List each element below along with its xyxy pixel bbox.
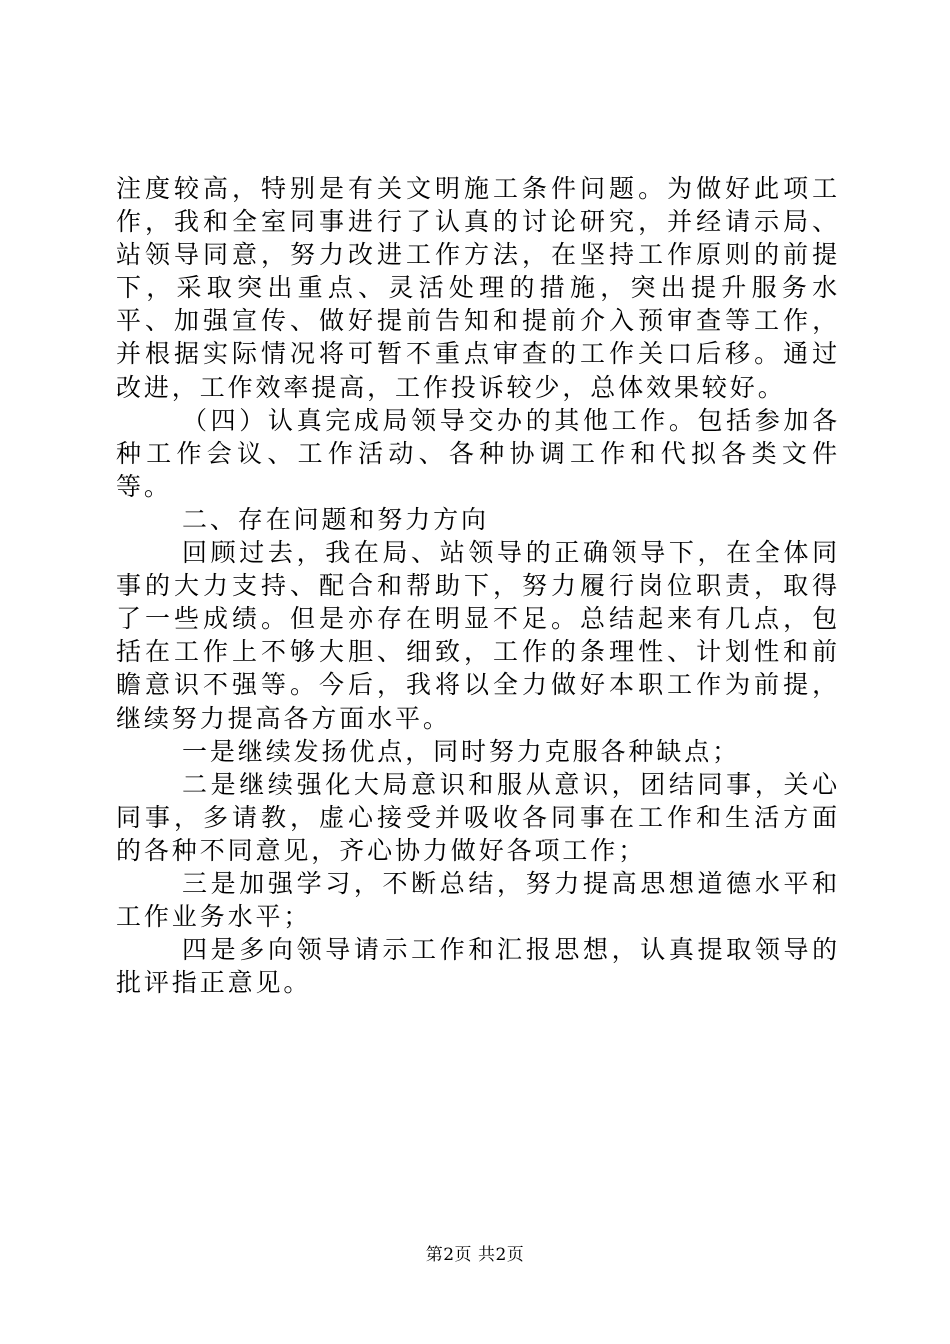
paragraph-continuation: 注度较高，特别是有关文明施工条件问题。为做好此项工作，我和全室同事进行了认真的讨论研究，并经请示局、站领导同意，努力改进工作方法，在坚持工作原则的前提下，采取突出重点、灵活处理的措施，突出提升服务水平、加强宣传、做好提前告知和提前介入预审查等工作，并根据实际情况将可暂不重点审查的工作关口后移。通过改进，工作效率提高，工作投诉较少，总体效果较好。 [116,174,840,402]
paragraph-review: 回顾过去，我在局、站领导的正确领导下，在全体同事的大力支持、配合和帮助下，努力履行岗位职责，取得了一些成绩。但是亦存在明显不足。总结起来有几点，包括在工作上不够大胆、细致，工作的条理性、计划性和前瞻意识不强等。今后，我将以全力做好本职工作为前提，继续努力提高各方面水平。 [116,538,840,733]
paragraph-point-one: 一是继续发扬优点，同时努力克服各种缺点； [182,736,741,766]
page-number-footer: 第2页 共2页 [425,1245,525,1265]
heading-problems-direction: 二、存在问题和努力方向 [182,504,489,534]
paragraph-point-three: 三是加强学习，不断总结，努力提高思想道德水平和工作业务水平； [116,868,840,932]
paragraph-point-four: 四是多向领导请示工作和汇报思想，认真提取领导的批评指正意见。 [116,935,840,998]
paragraph-section-four: （四）认真完成局领导交办的其他工作。包括参加各种工作会议、工作活动、各种协调工作和代拟各类文件等。 [116,405,840,501]
paragraph-point-two: 二是继续强化大局意识和服从意识，团结同事，关心同事，多请教，虚心接受并吸收各同事在工作和生活方面的各种不同意见，齐心协力做好各项工作； [116,769,840,865]
document-body [116,172,840,999]
